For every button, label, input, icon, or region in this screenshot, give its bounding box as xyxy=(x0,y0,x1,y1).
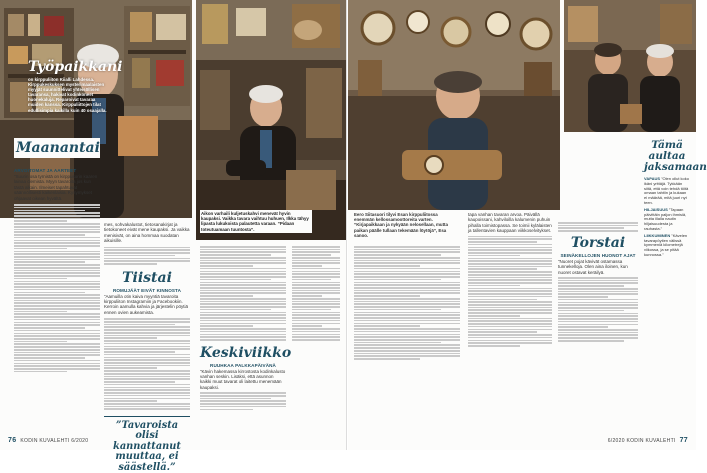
intro-box xyxy=(28,59,123,113)
pull-quote-text: ”Tavaroista olisi kannattanut muuttaa, ei säästellä.” xyxy=(113,420,181,473)
photo-clocks-seller xyxy=(348,0,560,210)
left-page xyxy=(0,0,347,473)
column-4 xyxy=(292,246,340,342)
sidebar-box xyxy=(644,139,707,258)
photo-seated-man xyxy=(196,0,346,240)
middle-text: mes, sohvakalustot, tietosanakirjat ja tietokoneet eivät mene kaupaksi. Ja vaikka menisivät, on aina hommaa suodatan aikuisille. xyxy=(104,222,190,244)
right-page-footer xyxy=(608,437,688,444)
column-1-body xyxy=(14,168,100,374)
tiistai-heading: Tiistai xyxy=(122,269,172,286)
tiistai-text: ”Aamuilla otin kaiva myyntiä tavaroita kirppuliiton Instagramiin ja Facebookiin. Kerroin aamulla kahvia ja järjestelin pöytiä ennen ovien aukeamista. xyxy=(104,293,189,315)
sidebar-vapaus xyxy=(644,177,690,206)
torstai-subheading: SEINÄKELLOJEN HUONOT AJAT xyxy=(560,252,636,258)
left-page-footer xyxy=(8,437,88,444)
right-page xyxy=(348,0,707,450)
hiljaisuus-label: HILJAISUUS xyxy=(644,206,668,212)
liikkuminen-text: ”Kävelen tavarapöytien välissä kymmeniä kilometrejä viikossa, ja se pitää kunnossa.” xyxy=(644,232,688,257)
pull-quote xyxy=(104,416,190,473)
maanantai-heading: Maanantai xyxy=(16,140,100,156)
keskiviikko-text: ”Kävin hakemassa kirrostosta kodinkalusto vanhan seskin. Lisäksi, että asunnon kaikki muut tavarat oli laitettu menemään kaupaksi. xyxy=(200,368,286,390)
left-footer-text: KODIN KUVALEHTI 6/2020 xyxy=(20,438,89,444)
intro-text: on kirppuliiton Kiialli Lahdessa. Kirppukeskuksen mysterimaalaisten myyjät suunnittelivat yhteisöllisen tavaransa, hakivat kodinkoneet huonekaluja. Reparoivat tavaraa muiden kanssa. Kirppuliittojen tilat edullisimpia kaikilla kuin 40 osaajalla. xyxy=(28,77,107,113)
right-page-number: 77 xyxy=(679,437,688,444)
right-photo-caption xyxy=(354,212,454,238)
intro-heading: Työpaikkani xyxy=(28,59,123,75)
vapaus-label: VAPAUS xyxy=(644,176,661,181)
vapaus-text: ”Olen ollut koko ikäni yrittäjä. Tykkään siitä, että voin tehdä töitä omaan tahtiin ja kukaan ei määrää, mitä juuri nyt teen. xyxy=(644,176,689,205)
right-column-1 xyxy=(468,212,552,348)
column-torstai xyxy=(558,222,638,343)
sidebar-heading: Tämä aultaa jaksamaan xyxy=(644,139,707,173)
torstai-text: ”Nuoret pojat kävivät ostamassa tunnekelloja. Olen aina iloinen, kun nuoret ostavat keräilyä. xyxy=(558,258,628,275)
column-maanantai xyxy=(14,138,100,158)
maanantai-text: ”Suurin osa tyrnistä on kirppusorin kaaren lainaa clemista. Myyn tavaroita jos kun tästä alkain. Ilmeiset tapahtuvat säännöllisesti kaikenlaisia. Kysymykset ohjaavat oikean hyvältä. xyxy=(14,174,98,201)
left-photo-caption xyxy=(200,210,312,233)
column-1-lines xyxy=(14,204,100,372)
maanantai-subheading: ARVOITOMAT JA AARTEET xyxy=(14,168,77,173)
liikkuminen-label: LIIKKUMINEN xyxy=(644,232,671,238)
hiljaisuus-text: ”Tapaan päivittäin paljon ihmisiä, mutta illalla nautin hiljaisuudesta ja rauhasta.” xyxy=(644,206,687,231)
right-footer-text: 6/2020 KODIN KUVALEHTI xyxy=(607,438,676,444)
column-2 xyxy=(104,222,190,473)
sidebar-hiljaisuus xyxy=(644,208,690,232)
keskiviikko-heading: Keskiviikko xyxy=(200,344,292,361)
right-col1-text: tapa vanhan tavaran arvoa. Päivällä kaupoissani, kahviloilla kalumenin puhuin pihalla toimistopassa. Se toimii kylälaisten ja tallentavien kauppaan viikkoselvitykset. xyxy=(468,212,552,234)
keskiviikko-subheading: RUUHKAA PALKKAPÄIVÄNÄ xyxy=(210,362,276,368)
tiistai-subheading: ROMUJÄÄT EIVÄT KINNOSTA xyxy=(112,287,182,293)
sidebar-liikkuminen xyxy=(644,234,690,258)
photo-two-men xyxy=(564,0,696,132)
right-column-0 xyxy=(354,246,460,361)
torstai-heading: Torstai xyxy=(570,234,626,251)
left-page-number: 76 xyxy=(8,437,17,444)
right-caption-text: Eero Siitasuori tilyvi Esan kirppuliitossa enemmän kellossamoottoreita varten. ”Kirjapaikkaan ja nykyään nelosellaan, mutta paikan päälle tullaan tekemään löytöjä”, Esa sanoo. xyxy=(354,212,448,238)
caption-text: Aikon varhaili kuljetuskahvi menevät hyvin kaupaksi. Vaikka tavara vaihtuu huhuen, Ilkka tähyy lipasta lukukoista palautetta varaan. ”Pidaan toteutuamaan tuuntosta”. xyxy=(200,210,312,233)
